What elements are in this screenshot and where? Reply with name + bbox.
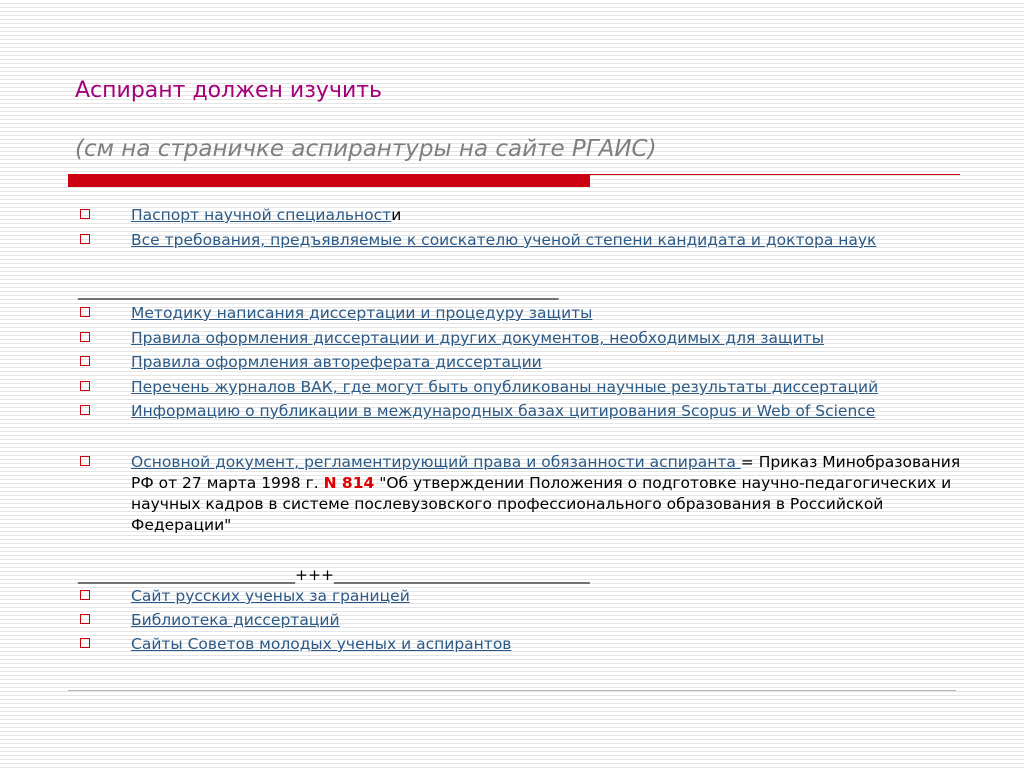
vak-journals-link[interactable]: Перечень журналов ВАК, где могут быть опубликованы научные результаты диссертаций bbox=[131, 378, 879, 396]
title-red-bar bbox=[68, 174, 590, 187]
bullet-icon bbox=[80, 209, 90, 219]
list-item bbox=[131, 634, 511, 654]
dissertation-library-link[interactable]: Библиотека диссертаций bbox=[131, 611, 340, 629]
methodology-link[interactable]: Методику написания диссертации и процедуру защиты bbox=[131, 304, 593, 322]
requirements-link[interactable]: Все требования, предъявляемые к соискателю ученой степени кандидата и доктора наук bbox=[131, 231, 877, 249]
list-item bbox=[131, 377, 878, 397]
bullet-icon bbox=[80, 307, 90, 317]
main-document-item bbox=[131, 452, 961, 536]
separator-line: ____________________________+++_________________________________ bbox=[78, 566, 590, 584]
bullet-icon bbox=[80, 356, 90, 366]
bullet-icon bbox=[80, 405, 90, 415]
abstract-rules-link[interactable]: Правила оформления автореферата диссертации bbox=[131, 353, 542, 371]
dissertation-rules-link[interactable]: Правила оформления диссертации и других документов, необходимых для защиты bbox=[131, 329, 824, 347]
bullet-icon bbox=[80, 234, 90, 244]
page-title: Аспирант должен изучить bbox=[75, 78, 383, 103]
list-item bbox=[131, 303, 592, 323]
bullet-icon bbox=[80, 456, 90, 466]
order-number: N 814 bbox=[323, 474, 375, 492]
bullet-icon bbox=[80, 614, 90, 624]
page-subtitle: (см на страничке аспирантуры на сайте РГАИС) bbox=[75, 136, 657, 162]
list-item bbox=[131, 610, 340, 630]
bullet-icon bbox=[80, 332, 90, 342]
list-item bbox=[131, 352, 542, 372]
title-red-line bbox=[590, 174, 960, 175]
passport-suffix: и bbox=[391, 206, 402, 224]
bullet-icon bbox=[80, 590, 90, 600]
order-text: = Приказ Минобразования РФ от 27 марта 1998 г. bbox=[131, 453, 961, 492]
list-item bbox=[131, 586, 410, 606]
bottom-divider bbox=[68, 690, 956, 691]
separator-line: ______________________________________________________________ bbox=[78, 282, 559, 300]
bullet-icon bbox=[80, 638, 90, 648]
order-title: "Об утверждении Положения о подготовке научно-педагогических и научных кадров в системе послевузовского профессионального образования в Российской Федерации" bbox=[131, 474, 952, 534]
list-item bbox=[131, 401, 875, 421]
young-scientists-councils-link[interactable]: Сайты Советов молодых ученых и аспирантов bbox=[131, 635, 512, 653]
list-item bbox=[131, 328, 824, 348]
list-item bbox=[131, 230, 876, 250]
main-document-link[interactable]: Основной документ, регламентирующий права и обязанности аспиранта bbox=[131, 453, 741, 471]
passport-link[interactable]: Паспорт научной специальност bbox=[131, 206, 392, 224]
russian-scientists-abroad-link[interactable]: Сайт русских ученых за границей bbox=[131, 587, 410, 605]
citation-databases-link[interactable]: Информацию о публикации в международных базах цитирования Scopus и Web of Science bbox=[131, 402, 876, 420]
bullet-icon bbox=[80, 381, 90, 391]
list-item bbox=[131, 205, 401, 225]
